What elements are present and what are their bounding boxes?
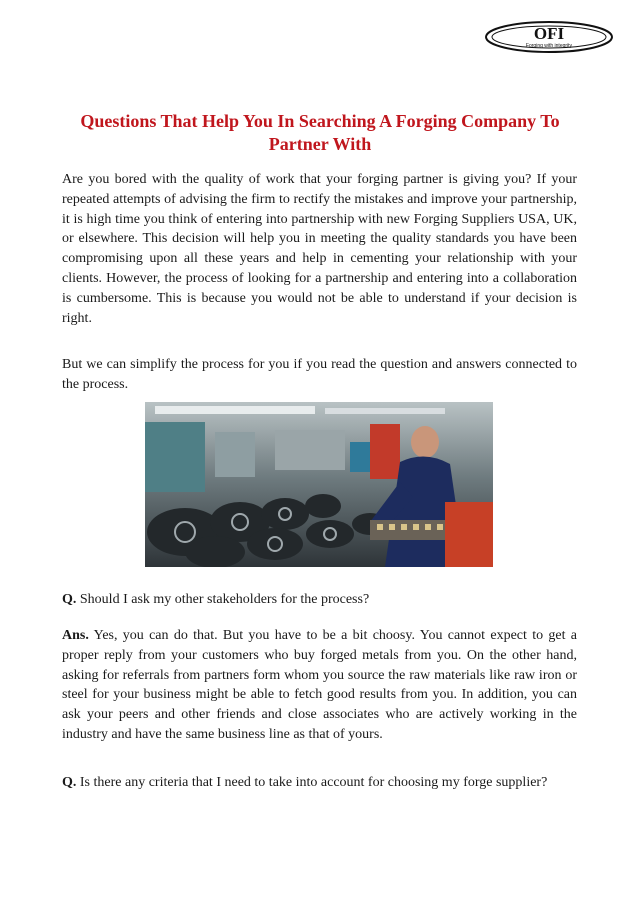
intro-paragraph: Are you bored with the quality of work that your forging partner is giving you? If your repeated attempts of advising the firm to rectify the mistakes and improve your partnership, it is high time you think of entering into partnership with new Forging Suppliers USA, UK, or elsewhere. This decision will help you in meeting the quality standards you have been compromising upon all these years and help in cementing your relationship with your clients. However, the process of looking for a partnership and entering into a collaboration is cumbersome. This is because you would not be able to understand if your decision is right. — [62, 172, 577, 326]
page-title: Questions That Help You In Searching A Forging Company To Partner With — [80, 111, 560, 154]
logo-text: OFI — [533, 24, 565, 43]
answer-1-text: Yes, you can do that. But you have to be a bit choosy. You cannot expect to get a proper reply from your customers who buy forged metals from you. On the other hand, asking for referrals from partners form whom you source the raw materials like raw iron or steel for your business might be able to fetch good results from you. In addition, you can ask your peers and other friends and close associates who are actively working in the industry and have the same business line as that of yours. — [62, 628, 577, 742]
question-2 — [62, 773, 577, 793]
ofi-logo — [484, 20, 614, 54]
question-1-label: Q. — [62, 592, 77, 607]
question-2-text: Is there any criteria that I need to take into account for choosing my forge supplier? — [76, 775, 548, 790]
answer-1 — [62, 626, 577, 745]
question-1-text: Should I ask my other stakeholders for the process? — [76, 592, 370, 607]
factory-photo — [145, 402, 493, 567]
second-paragraph: But we can simplify the process for you if you read the question and answers connected to the process. — [62, 357, 577, 392]
logo-tagline: Forging with integrity — [525, 43, 573, 49]
question-2-label: Q. — [62, 775, 77, 790]
answer-1-label: Ans. — [62, 628, 89, 643]
question-1 — [62, 590, 577, 610]
